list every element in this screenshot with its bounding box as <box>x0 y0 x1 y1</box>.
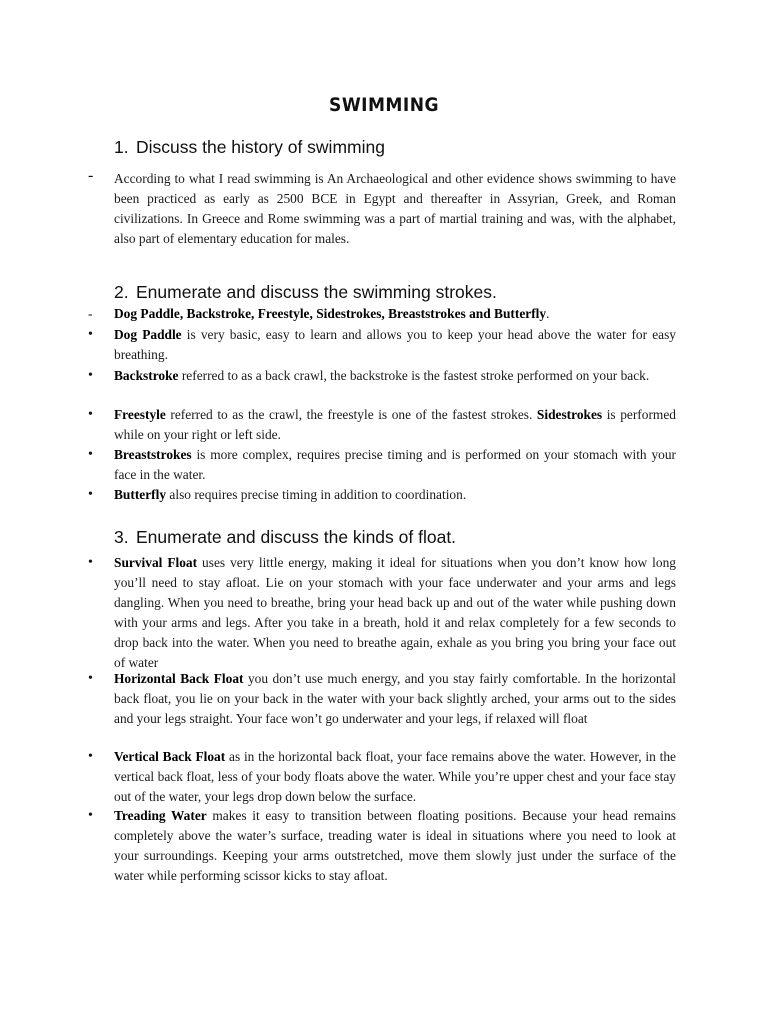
dash-marker: - <box>88 306 93 321</box>
section-3-title: Enumerate and discuss the kinds of float. <box>136 527 457 547</box>
section-1-number: 1. <box>114 137 129 157</box>
list-item: Breaststrokes is more complex, requires precise timing and is performed on your stomach with your face in the water. <box>114 447 676 482</box>
dash-marker: - <box>88 167 94 184</box>
bullet-marker: • <box>88 368 93 383</box>
strokes-list: Dog Paddle, Backstroke, Freestyle, Sidestrokes, Breaststrokes and Butterfly <box>114 306 547 321</box>
section-1-title: Discuss the history of swimming <box>136 137 385 157</box>
section-2-heading <box>114 282 497 303</box>
history-paragraph: According to what I read swimming is An Archaeological and other evidence shows swimming to have been practiced as early as 2500 BCE in Egypt and thereafter in Assyrian, Greek, and Roman civilizations. In Greece and Rome swimming was a part of martial training and was, with the alphabet, also part of elementary education for males. <box>114 171 676 246</box>
bullet-marker: • <box>88 487 93 502</box>
bullet-marker: • <box>88 555 93 570</box>
bullet-marker: • <box>88 447 93 462</box>
bullet-marker: • <box>88 808 93 823</box>
bullet-marker: • <box>88 749 93 764</box>
list-item: Backstroke referred to as a back crawl, the backstroke is the fastest stroke performed on your back. <box>114 368 650 383</box>
list-item: Freestyle referred to as the crawl, the freestyle is one of the fastest strokes. Sidestrokes is performed while on your right or left side. <box>114 407 676 442</box>
list-item: Butterfly also requires precise timing in addition to coordination. <box>114 487 467 502</box>
section-3-number: 3. <box>114 527 129 547</box>
list-item: Treading Water makes it easy to transition between floating positions. Because your head remains completely above the water’s surface, treading water is ideal in situations where you need to look at your surroundings. Keeping your arms outstretched, move them slowly just under the surface of the water while performing scissor kicks to stay afloat. <box>114 808 676 883</box>
bullet-marker: • <box>88 327 93 342</box>
section-3-heading <box>114 527 456 548</box>
section-1-heading <box>114 137 385 158</box>
section-2-title: Enumerate and discuss the swimming strokes. <box>136 282 497 302</box>
list-item: Dog Paddle is very basic, easy to learn and allows you to keep your head above the water for easy breathing. <box>114 327 677 362</box>
document-title: SWIMMING <box>329 94 439 116</box>
list-item: Horizontal Back Float you don’t use much energy, and you stay fairly comfortable. In the horizontal back float, you lie on your back in the water with your back slightly arched, your arms out to the sides and your legs straight. Your face won’t go underwater and your legs, if relaxed will float <box>114 671 676 726</box>
bullet-marker: • <box>88 671 93 686</box>
bullet-marker: • <box>88 407 93 422</box>
list-item: Survival Float uses very little energy, making it ideal for situations when you don’t know how long you’ll need to stay afloat. Lie on your stomach with your face underwater and your arms and legs dangling. When you need to breathe, bring your head back up and out of the water while pushing down with your arms and legs. After you take in a breath, hold it and relax completely for a few seconds to drop back into the water. When you need to breathe again, exhale as you bring you bring your face out of water <box>114 555 676 670</box>
list-item: Vertical Back Float as in the horizontal back float, your face remains above the water. However, in the vertical back float, less of your body floats above the water. While you’re upper chest and your face stay out of the water, your legs drop down below the surface. <box>114 749 676 804</box>
section-2-number: 2. <box>114 282 129 302</box>
strokes-intro: Dog Paddle, Backstroke, Freestyle, Sidestrokes, Breaststrokes and Butterfly. <box>114 306 550 321</box>
